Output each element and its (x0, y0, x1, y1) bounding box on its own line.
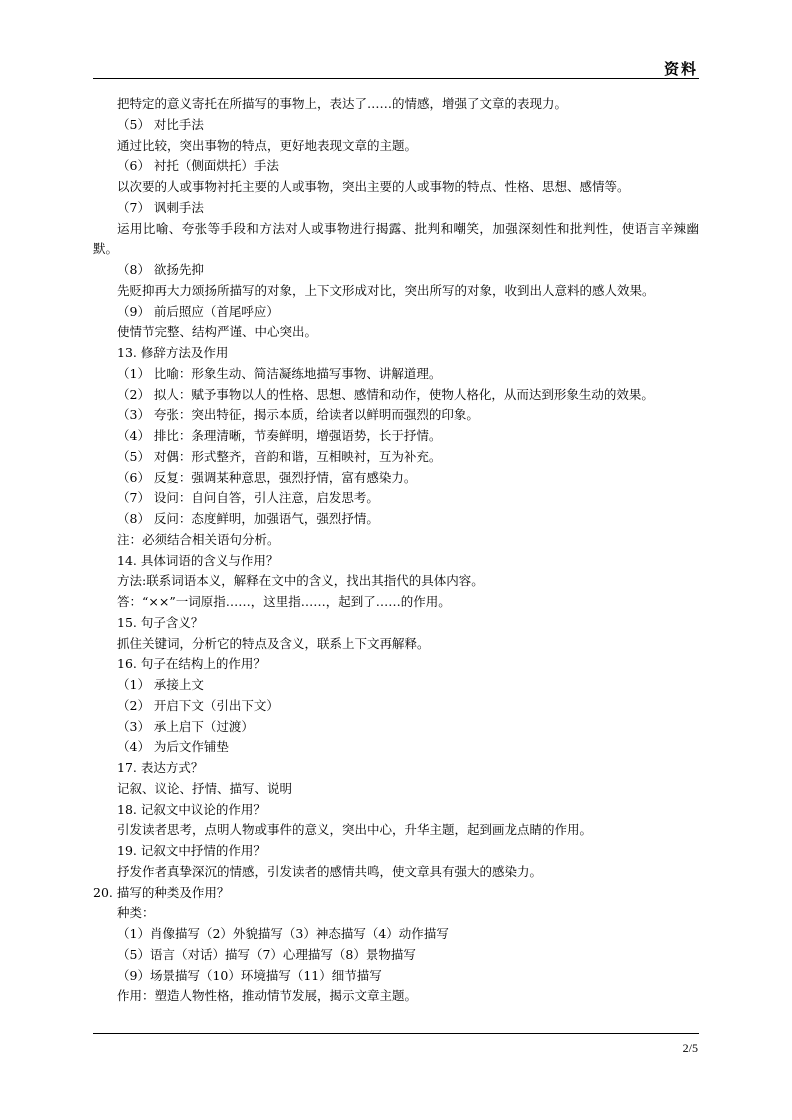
text-line: （8） 欲扬先抑 (117, 262, 204, 277)
text-line: 作用：塑造人物性格，推动情节发展，揭示文章主题。 (117, 988, 418, 1004)
text-line: （8） 反问：态度鲜明，加强语气，强烈抒情。 (117, 511, 379, 526)
text-line: 15. 句子含义？ (117, 614, 204, 630)
text-line: （7） 讽刺手法 (117, 199, 204, 215)
text-line: （9） 前后照应（首尾呼应） (117, 303, 279, 319)
text-line: （4） 排比：条理清晰，节奏鲜明，增强语势，长于抒情。 (117, 428, 442, 443)
text-line: 通过比较，突出事物的特点，更好地表现文章的主题。 (117, 137, 418, 153)
text-line: （1） 承接上文 (117, 677, 204, 692)
text-line: （2） 开启下文（引出下文） (117, 697, 279, 713)
text-line: 18. 记叙文中议论的作用？ (117, 801, 266, 817)
text-line: 记叙、议论、抒情、描写、说明 (117, 780, 293, 796)
text-line: 19. 记叙文中抒情的作用？ (117, 843, 266, 858)
text-line: （7） 设问：自问自答，引人注意，启发思考。 (117, 490, 379, 506)
text-line: （1） 比喻：形象生动、简洁凝练地描写事物、讲解道理。 (117, 365, 442, 381)
header-label: 资料 (663, 60, 698, 78)
document-body (93, 94, 699, 1007)
text-line: （9）场景描写（10）环境描写（11）细节描写 (117, 967, 382, 983)
text-line: 方法:联系词语本义，解释在文中的含义，找出其指代的具体内容。 (117, 573, 484, 589)
text-line: （5） 对比手法 (117, 116, 204, 132)
text-line: 答：“××”一词原指……，这里指……，起到了……的作用。 (117, 594, 451, 609)
text-line: 注：必须结合相关语句分析。 (117, 531, 280, 547)
text-line: 13. 修辞方法及作用 (117, 345, 229, 360)
page-number: 2/5 (682, 1041, 698, 1055)
text-line: 运用比喻、夸张等手段和方法对人或事物进行揭露、批判和嘲笑，加强深刻性和批判性，使语言辛辣幽默。 (93, 220, 699, 257)
text-line: 以次要的人或事物衬托主要的人或事物，突出主要的人或事物的特点、性格、思想、感情等。 (117, 179, 630, 194)
text-line: （3） 夸张：突出特征，揭示本质，给读者以鲜明而强烈的印象。 (117, 407, 479, 423)
text-line: （5） 对偶：形式整齐，音韵和谐，互相映衬，互为补充。 (117, 448, 442, 464)
text-line: 使情节完整、结构严谨、中心突出。 (117, 324, 318, 340)
text-line: （2） 拟人：赋予事物以人的性格、思想、感情和动作，使物人格化，从而达到形象生动的效果。 (117, 386, 654, 402)
text-line: 种类： (117, 905, 155, 921)
text-line: 先贬抑再大力颂扬所描写的对象，上下文形成对比，突出所写的对象，收到出人意料的感人效果。 (117, 282, 655, 298)
text-line: （1）肖像描写（2）外貌描写（3）神态描写（4）动作描写 (117, 926, 449, 941)
text-line: 14. 具体词语的含义与作用？ (117, 552, 279, 568)
text-line: 引发读者思考，点明人物或事件的意义，突出中心，升华主题，起到画龙点睛的作用。 (117, 822, 593, 838)
text-line: 20. 描写的种类及作用？ (93, 884, 230, 900)
text-line: 16. 句子在结构上的作用？ (117, 656, 266, 672)
header-rule (93, 78, 699, 79)
text-line: （6） 衬托（侧面烘托）手法 (117, 158, 279, 174)
text-line: （4） 为后文作铺垫 (117, 739, 229, 755)
text-line: 把特定的意义寄托在所描写的事物上，表达了……的情感，增强了文章的表现力。 (117, 96, 568, 111)
footer-rule (93, 1033, 699, 1034)
text-line: （5）语言（对话）描写（7）心理描写（8）景物描写 (117, 946, 416, 962)
text-line: 抒发作者真挚深沉的情感，引发读者的感情共鸣，使文章具有强大的感染力。 (117, 863, 543, 879)
text-line: 抓住关键词，分析它的特点及含义，联系上下文再解释。 (117, 635, 430, 651)
text-line: 17. 表达方式？ (117, 760, 204, 775)
text-line: （3） 承上启下（过渡） (117, 718, 254, 734)
text-line: （6） 反复：强调某种意思，强烈抒情，富有感染力。 (117, 469, 417, 485)
